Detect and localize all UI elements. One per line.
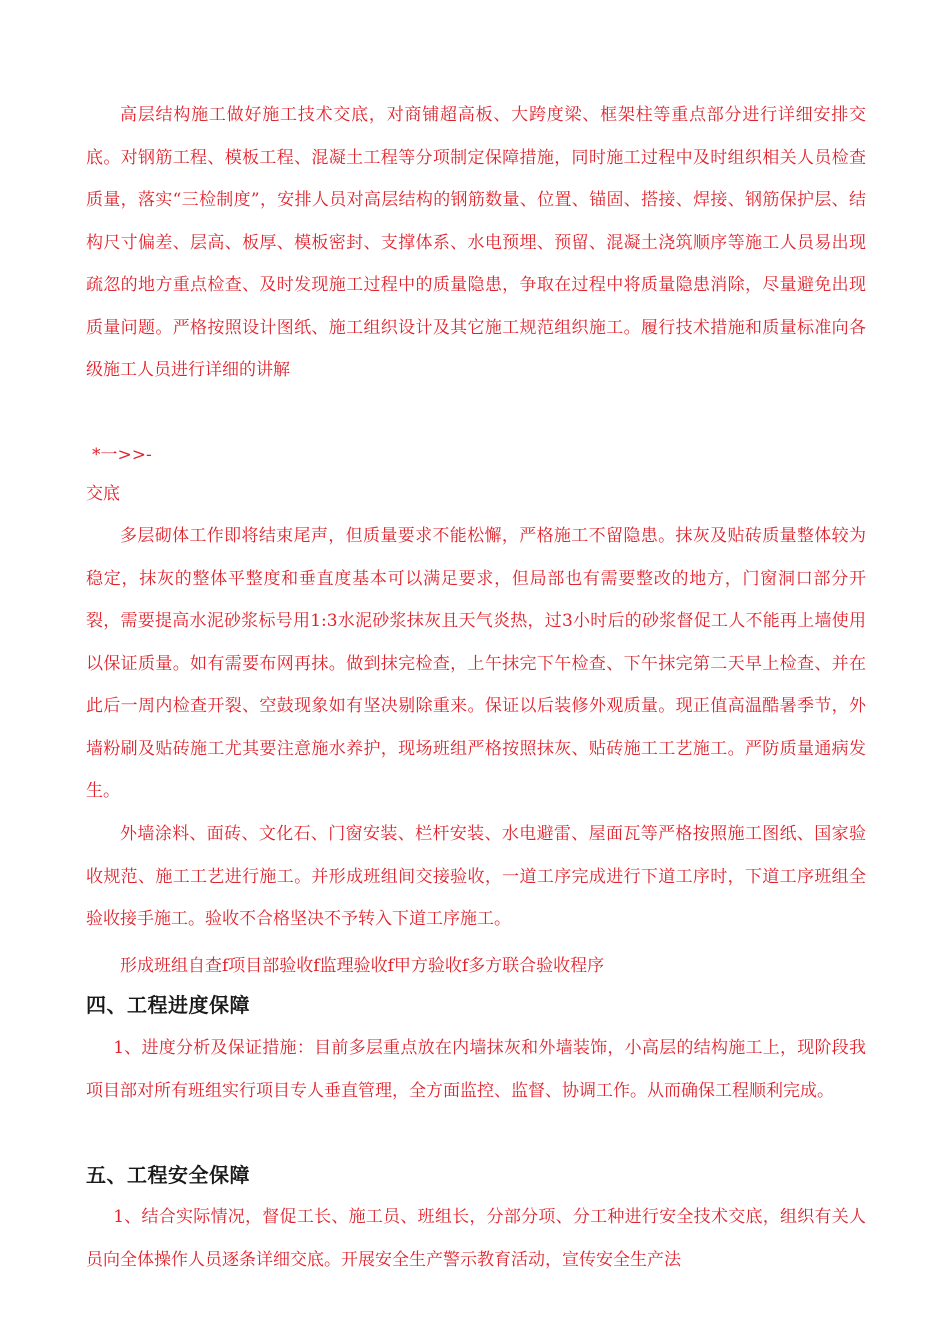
paragraph-exterior-finishes: 外墙涂料、面砖、文化石、门窗安装、栏杆安装、水电避雷、屋面瓦等严格按照施工图纸、国家验收规范、施工工艺进行施工。并形成班组间交接验收，一道工序完成进行下道工序时，下道工序班组全验收接手施工。验收不合格坚决不予转入下道工序施工。 [86,824,866,929]
paragraph-acceptance-procedure: 形成班组自查f项目部验收f监理验收f甲方验收f多方联合验收程序 [120,956,605,976]
paragraph-masonry-plaster: 多层砌体工作即将结束尾声，但质量要求不能松懈，严格施工不留隐患。抹灰及贴砖质量整体较为稳定，抹灰的整体平整度和垂直度基本可以满足要求，但局部也有需要整改的地方，门窗洞口部分开裂，需要提高水泥砂浆标号用1:3水泥砂浆抹灰且天气炎热，过3小时后的砂浆督促工人不能再上墙使用以保证质量。如有需要布网再抹。做到抹完检查，上午抹完下午检查、下午抹完第二天早上检查、并在此后一周内检查开裂、空鼓现象如有坚决剔除重来。保证以后装修外观质量。现正值高温酷暑季节，外墙粉刷及贴砖施工尤其要注意施水养护，现场班组严格按照抹灰、贴砖施工工艺施工。严防质量通病发生。 [86,526,866,801]
garbled-text: *一>>- [92,445,152,465]
section-heading-progress: 四、工程进度保障 [86,993,250,1017]
section-heading-safety: 五、工程安全保障 [86,1163,250,1187]
paragraph-progress-measures: 1、进度分析及保证措施：目前多层重点放在内墙抹灰和外墙装饰，小高层的结构施工上，现阶段我项目部对所有班组实行项目专人垂直管理，全方面监控、监督、协调工作。从而确保工程顺利完成。 [86,1038,866,1101]
paragraph-handover: 交底 [86,484,120,504]
paragraph-safety-measures: 1、结合实际情况，督促工长、施工员、班组长，分部分项、分工种进行安全技术交底，组织有关人员向全体操作人员逐条详细交底。开展安全生产警示教育活动，宣传安全生产法 [86,1207,866,1270]
paragraph-high-rise-structure: 高层结构施工做好施工技术交底，对商铺超高板、大跨度梁、框架柱等重点部分进行详细安排交底。对钢筋工程、模板工程、混凝土工程等分项制定保障措施，同时施工过程中及时组织相关人员检查质量，落实“三检制度”，安排人员对高层结构的钢筋数量、位置、锚固、搭接、焊接、钢筋保护层、结构尺寸偏差、层高、板厚、模板密封、支撑体系、水电预埋、预留、混凝土浇筑顺序等施工人员易出现疏忽的地方重点检查、及时发现施工过程中的质量隐患，争取在过程中将质量隐患消除，尽量避免出现质量问题。严格按照设计图纸、施工组织设计及其它施工规范组织施工。履行技术措施和质量标准向各级施工人员进行详细的讲解 [86,105,866,380]
